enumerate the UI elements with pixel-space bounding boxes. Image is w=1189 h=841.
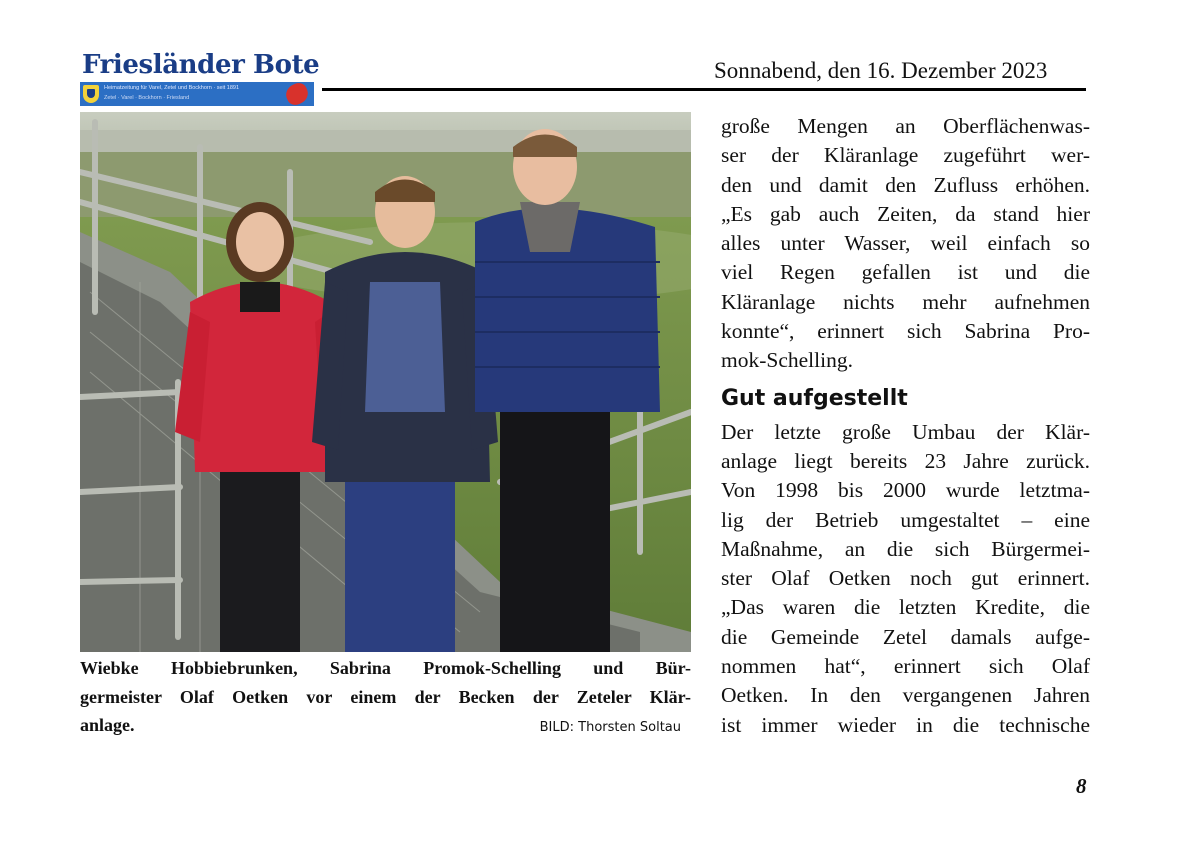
text-line: Der letzte große Umbau der Klär- xyxy=(721,419,1090,444)
text-line: ster Olaf Oetken noch gut erinnert. xyxy=(721,566,1090,591)
header-rule xyxy=(322,88,1086,91)
text-line: ser der Kläranlage zugeführt wer- xyxy=(721,143,1090,168)
masthead-tagline: Heimatzeitung für Varel, Zetel und Bockhorn · seit 1891 xyxy=(104,85,240,91)
issue-date: Sonnabend, den 16. Dezember 2023 xyxy=(714,58,1048,83)
text-line: alles unter Wasser, weil einfach so xyxy=(721,231,1090,256)
photo-credit: BILD: Thorsten Soltau xyxy=(539,720,681,735)
article-photo xyxy=(80,112,691,652)
masthead-title: Friesländer Bote xyxy=(82,50,320,80)
caption-line-3 xyxy=(80,711,691,743)
text-line: anlage liegt bereits 23 Jahre zurück. xyxy=(721,448,1090,473)
photo-caption xyxy=(80,654,691,743)
text-line: nommen hat“, erinnert sich Olaf xyxy=(721,654,1090,679)
article-paragraph-2 xyxy=(721,418,1090,740)
text-line: ist immer wieder in die technische xyxy=(721,712,1090,737)
text-line: Kläranlage nichts mehr aufnehmen xyxy=(721,289,1090,314)
text-line: viel Regen gefallen ist und die xyxy=(721,260,1090,285)
text-line: den und damit den Zufluss erhöhen. xyxy=(721,172,1090,197)
text-line: lig der Betrieb umgestaltet – eine xyxy=(721,507,1090,532)
text-line: große Mengen an Oberflächenwas- xyxy=(721,114,1090,138)
text-line: Maßnahme, an die sich Bürgermei- xyxy=(721,536,1090,561)
caption-line-1: Wiebke Hobbiebrunken, Sabrina Promok-Schelling und Bür- xyxy=(80,658,691,678)
photo-illustration xyxy=(80,112,691,652)
article-column xyxy=(721,112,1090,740)
text-line: „Es gab auch Zeiten, da stand hier xyxy=(721,201,1090,226)
newspaper-logo xyxy=(80,50,320,106)
mascot-icon xyxy=(283,80,311,107)
caption-line-2: germeister Olaf Oetken vor einem der Becken der Zeteler Klär- xyxy=(80,686,691,707)
text-line: Von 1998 bis 2000 wurde letztma- xyxy=(721,478,1090,503)
text-line: „Das waren die letzten Kredite, die xyxy=(721,595,1090,620)
page-number: 8 xyxy=(1076,774,1087,798)
article-subheading: Gut aufgestellt xyxy=(721,385,908,411)
text-line: Oetken. In den vergangenen Jahren xyxy=(721,683,1090,708)
coat-of-arms-icon xyxy=(83,85,99,103)
text-line: konnte“, erinnert sich Sabrina Pro- xyxy=(721,319,1090,344)
text-line: mok-Schelling. xyxy=(721,348,853,373)
masthead-band xyxy=(80,82,314,106)
article-paragraph-1 xyxy=(721,112,1090,376)
masthead-tagline-2: Zetel · Varel · Bockhorn · Friesland xyxy=(104,95,190,101)
caption-last-text: anlage. xyxy=(80,715,135,735)
text-line: die Gemeinde Zetel damals aufge- xyxy=(721,624,1090,649)
